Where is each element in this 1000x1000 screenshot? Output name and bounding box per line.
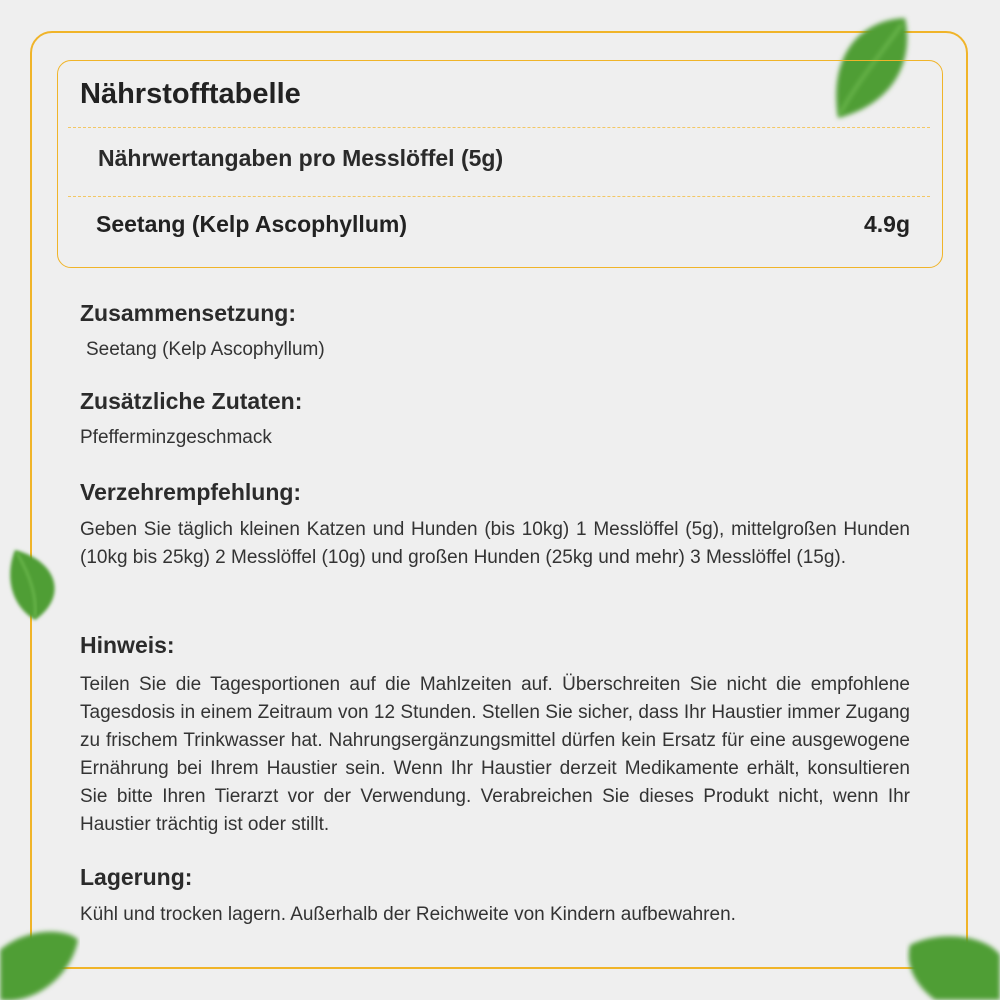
note-text: Teilen Sie die Tagesportionen auf die Mahlzeiten auf. Überschreiten Sie nicht die empfohlene Tagesdosis in einem Zeitraum von 12 Stunden. Stellen Sie sicher, dass Ihr Haustier immer Zugang zu frischem Trinkwasser hat. Nahrungsergänzungsmittel dürfen kein Ersatz für eine ausgewogene Ernährung bei Ihrem Haustier sein. Wenn Ihr Haustier derzeit Medikamente erhält, konsultieren Sie bitte Ihren Tierarzt vor der Verwendung. Verabreichen Sie dieses Produkt nicht, wenn Ihr Haustier trächtig ist oder stillt. — [80, 674, 910, 835]
dosage-heading: Verzehrempfehlung: — [80, 479, 302, 505]
composition-text: Seetang (Kelp Ascophyllum) — [86, 339, 325, 360]
divider — [68, 127, 930, 128]
nutrition-row-label: Seetang (Kelp Ascophyllum) — [96, 211, 407, 237]
leaf-bottom-right-icon — [905, 930, 1000, 1000]
composition-heading: Zusammensetzung: — [80, 300, 296, 326]
divider — [68, 196, 930, 197]
nutrition-table-title: Nährstofftabelle — [80, 78, 301, 110]
nutrition-table-subtitle: Nährwertangaben pro Messlöffel (5g) — [98, 145, 504, 171]
nutrition-row-value: 4.9g — [863, 211, 910, 237]
leaf-left-icon — [5, 545, 65, 625]
additional-ingredients-text: Pfefferminzgeschmack — [80, 427, 272, 448]
storage-heading: Lagerung: — [80, 864, 193, 890]
dosage-text: Geben Sie täglich kleinen Katzen und Hunden (bis 10kg) 1 Messlöffel (5g), mittelgroßen Hunden (10kg bis 25kg) 2 Messlöffel (10g) und großen Hunden (25kg und mehr) 3 Messlöffel (15g). — [80, 519, 910, 568]
additional-ingredients-heading: Zusätzliche Zutaten: — [80, 388, 303, 414]
note-heading: Hinweis: — [80, 632, 175, 658]
storage-text: Kühl und trocken lagern. Außerhalb der Reichweite von Kindern aufbewahren. — [80, 904, 736, 925]
leaf-bottom-left-icon — [0, 920, 80, 1000]
